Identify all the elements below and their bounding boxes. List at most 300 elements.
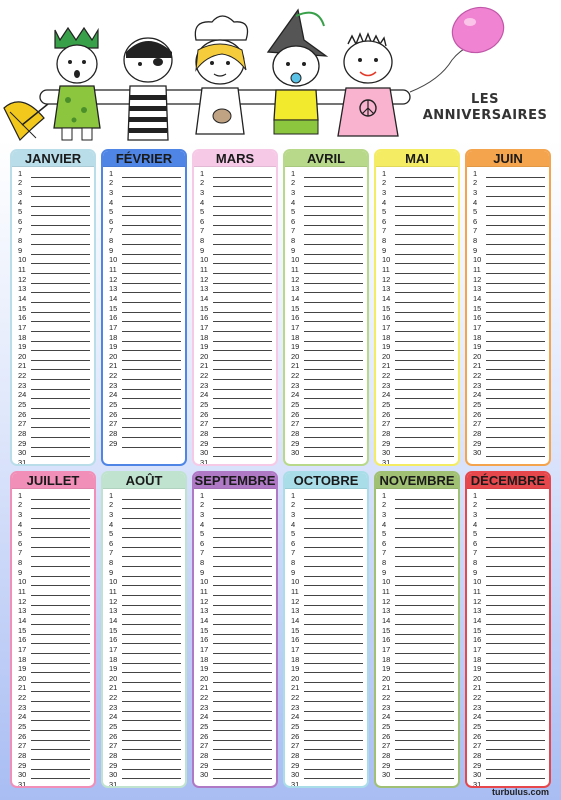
- birthday-entry-line[interactable]: [395, 752, 454, 760]
- birthday-entry-line[interactable]: [304, 314, 363, 322]
- birthday-entry-line[interactable]: [486, 170, 545, 178]
- birthday-entry-line[interactable]: [486, 227, 545, 235]
- birthday-entry-line[interactable]: [122, 607, 181, 615]
- birthday-entry-line[interactable]: [395, 440, 454, 448]
- birthday-entry-line[interactable]: [395, 459, 454, 466]
- birthday-entry-line[interactable]: [213, 208, 272, 216]
- birthday-entry-line[interactable]: [31, 665, 90, 673]
- birthday-entry-line[interactable]: [31, 675, 90, 683]
- birthday-entry-line[interactable]: [122, 237, 181, 245]
- birthday-entry-line[interactable]: [213, 713, 272, 721]
- birthday-entry-line[interactable]: [486, 179, 545, 187]
- birthday-entry-line[interactable]: [486, 382, 545, 390]
- birthday-entry-line[interactable]: [486, 391, 545, 399]
- birthday-entry-line[interactable]: [213, 420, 272, 428]
- birthday-entry-line[interactable]: [304, 704, 363, 712]
- birthday-entry-line[interactable]: [213, 314, 272, 322]
- birthday-entry-line[interactable]: [31, 334, 90, 342]
- birthday-entry-line[interactable]: [304, 665, 363, 673]
- birthday-entry-line[interactable]: [486, 704, 545, 712]
- birthday-entry-line[interactable]: [213, 440, 272, 448]
- birthday-entry-line[interactable]: [122, 324, 181, 332]
- birthday-entry-line[interactable]: [31, 511, 90, 519]
- birthday-entry-line[interactable]: [122, 343, 181, 351]
- birthday-entry-line[interactable]: [304, 208, 363, 216]
- birthday-entry-line[interactable]: [213, 656, 272, 664]
- birthday-entry-line[interactable]: [395, 420, 454, 428]
- birthday-entry-line[interactable]: [486, 675, 545, 683]
- birthday-entry-line[interactable]: [395, 334, 454, 342]
- birthday-entry-line[interactable]: [395, 588, 454, 596]
- birthday-entry-line[interactable]: [395, 343, 454, 351]
- birthday-entry-line[interactable]: [122, 781, 181, 788]
- birthday-entry-line[interactable]: [486, 199, 545, 207]
- birthday-entry-line[interactable]: [486, 713, 545, 721]
- birthday-entry-line[interactable]: [213, 569, 272, 577]
- birthday-entry-line[interactable]: [122, 218, 181, 226]
- birthday-entry-line[interactable]: [122, 353, 181, 361]
- birthday-entry-line[interactable]: [304, 353, 363, 361]
- birthday-entry-line[interactable]: [31, 449, 90, 457]
- birthday-entry-line[interactable]: [395, 713, 454, 721]
- birthday-entry-line[interactable]: [486, 189, 545, 197]
- birthday-entry-line[interactable]: [304, 598, 363, 606]
- birthday-entry-line[interactable]: [486, 440, 545, 448]
- birthday-entry-line[interactable]: [213, 492, 272, 500]
- birthday-entry-line[interactable]: [486, 762, 545, 770]
- birthday-entry-line[interactable]: [304, 227, 363, 235]
- birthday-entry-line[interactable]: [213, 391, 272, 399]
- birthday-entry-line[interactable]: [213, 459, 272, 466]
- birthday-entry-line[interactable]: [213, 285, 272, 293]
- birthday-entry-line[interactable]: [122, 656, 181, 664]
- birthday-entry-line[interactable]: [304, 733, 363, 741]
- birthday-entry-line[interactable]: [213, 449, 272, 457]
- birthday-entry-line[interactable]: [395, 530, 454, 538]
- birthday-entry-line[interactable]: [31, 492, 90, 500]
- birthday-entry-line[interactable]: [122, 559, 181, 567]
- birthday-entry-line[interactable]: [213, 199, 272, 207]
- birthday-entry-line[interactable]: [122, 694, 181, 702]
- birthday-entry-line[interactable]: [395, 559, 454, 567]
- birthday-entry-line[interactable]: [304, 420, 363, 428]
- birthday-entry-line[interactable]: [213, 530, 272, 538]
- birthday-entry-line[interactable]: [31, 218, 90, 226]
- birthday-entry-line[interactable]: [213, 334, 272, 342]
- birthday-entry-line[interactable]: [31, 521, 90, 529]
- birthday-entry-line[interactable]: [122, 530, 181, 538]
- birthday-entry-line[interactable]: [304, 530, 363, 538]
- birthday-entry-line[interactable]: [213, 549, 272, 557]
- birthday-entry-line[interactable]: [304, 362, 363, 370]
- birthday-entry-line[interactable]: [395, 511, 454, 519]
- birthday-entry-line[interactable]: [31, 324, 90, 332]
- birthday-entry-line[interactable]: [486, 627, 545, 635]
- birthday-entry-line[interactable]: [395, 314, 454, 322]
- birthday-entry-line[interactable]: [304, 694, 363, 702]
- birthday-entry-line[interactable]: [31, 440, 90, 448]
- birthday-entry-line[interactable]: [213, 540, 272, 548]
- birthday-entry-line[interactable]: [31, 343, 90, 351]
- birthday-entry-line[interactable]: [395, 391, 454, 399]
- birthday-entry-line[interactable]: [31, 189, 90, 197]
- birthday-entry-line[interactable]: [31, 636, 90, 644]
- birthday-entry-line[interactable]: [486, 607, 545, 615]
- birthday-entry-line[interactable]: [213, 170, 272, 178]
- birthday-entry-line[interactable]: [486, 723, 545, 731]
- birthday-entry-line[interactable]: [31, 295, 90, 303]
- birthday-entry-line[interactable]: [395, 218, 454, 226]
- birthday-entry-line[interactable]: [395, 305, 454, 313]
- birthday-entry-line[interactable]: [486, 684, 545, 692]
- birthday-entry-line[interactable]: [304, 305, 363, 313]
- birthday-entry-line[interactable]: [486, 511, 545, 519]
- birthday-entry-line[interactable]: [486, 353, 545, 361]
- birthday-entry-line[interactable]: [486, 521, 545, 529]
- birthday-entry-line[interactable]: [304, 549, 363, 557]
- birthday-entry-line[interactable]: [304, 713, 363, 721]
- birthday-entry-line[interactable]: [122, 762, 181, 770]
- birthday-entry-line[interactable]: [486, 665, 545, 673]
- birthday-entry-line[interactable]: [486, 492, 545, 500]
- birthday-entry-line[interactable]: [122, 440, 181, 448]
- birthday-entry-line[interactable]: [395, 208, 454, 216]
- birthday-entry-line[interactable]: [395, 430, 454, 438]
- birthday-entry-line[interactable]: [31, 362, 90, 370]
- birthday-entry-line[interactable]: [486, 449, 545, 457]
- birthday-entry-line[interactable]: [31, 742, 90, 750]
- birthday-entry-line[interactable]: [31, 266, 90, 274]
- birthday-entry-line[interactable]: [304, 276, 363, 284]
- birthday-entry-line[interactable]: [31, 781, 90, 788]
- birthday-entry-line[interactable]: [304, 170, 363, 178]
- birthday-entry-line[interactable]: [213, 684, 272, 692]
- birthday-entry-line[interactable]: [31, 713, 90, 721]
- birthday-entry-line[interactable]: [304, 199, 363, 207]
- birthday-entry-line[interactable]: [395, 684, 454, 692]
- birthday-entry-line[interactable]: [304, 569, 363, 577]
- birthday-entry-line[interactable]: [122, 170, 181, 178]
- birthday-entry-line[interactable]: [122, 704, 181, 712]
- birthday-entry-line[interactable]: [122, 713, 181, 721]
- birthday-entry-line[interactable]: [395, 179, 454, 187]
- birthday-entry-line[interactable]: [31, 391, 90, 399]
- birthday-entry-line[interactable]: [486, 742, 545, 750]
- birthday-entry-line[interactable]: [31, 401, 90, 409]
- birthday-entry-line[interactable]: [213, 511, 272, 519]
- birthday-entry-line[interactable]: [31, 256, 90, 264]
- birthday-entry-line[interactable]: [213, 559, 272, 567]
- birthday-entry-line[interactable]: [213, 598, 272, 606]
- birthday-entry-line[interactable]: [31, 549, 90, 557]
- birthday-entry-line[interactable]: [304, 382, 363, 390]
- birthday-entry-line[interactable]: [395, 295, 454, 303]
- birthday-entry-line[interactable]: [304, 334, 363, 342]
- birthday-entry-line[interactable]: [395, 521, 454, 529]
- birthday-entry-line[interactable]: [213, 627, 272, 635]
- birthday-entry-line[interactable]: [486, 646, 545, 654]
- birthday-entry-line[interactable]: [213, 372, 272, 380]
- birthday-entry-line[interactable]: [395, 362, 454, 370]
- birthday-entry-line[interactable]: [31, 459, 90, 466]
- birthday-entry-line[interactable]: [213, 256, 272, 264]
- birthday-entry-line[interactable]: [304, 401, 363, 409]
- birthday-entry-line[interactable]: [213, 430, 272, 438]
- birthday-entry-line[interactable]: [31, 530, 90, 538]
- birthday-entry-line[interactable]: [486, 362, 545, 370]
- birthday-entry-line[interactable]: [304, 762, 363, 770]
- birthday-entry-line[interactable]: [486, 733, 545, 741]
- birthday-entry-line[interactable]: [31, 170, 90, 178]
- birthday-entry-line[interactable]: [122, 391, 181, 399]
- birthday-entry-line[interactable]: [213, 305, 272, 313]
- birthday-entry-line[interactable]: [304, 218, 363, 226]
- birthday-entry-line[interactable]: [486, 569, 545, 577]
- birthday-entry-line[interactable]: [395, 694, 454, 702]
- birthday-entry-line[interactable]: [213, 723, 272, 731]
- birthday-entry-line[interactable]: [213, 276, 272, 284]
- birthday-entry-line[interactable]: [31, 247, 90, 255]
- birthday-entry-line[interactable]: [486, 694, 545, 702]
- birthday-entry-line[interactable]: [213, 675, 272, 683]
- birthday-entry-line[interactable]: [395, 237, 454, 245]
- birthday-entry-line[interactable]: [395, 372, 454, 380]
- birthday-entry-line[interactable]: [122, 771, 181, 779]
- birthday-entry-line[interactable]: [31, 684, 90, 692]
- birthday-entry-line[interactable]: [213, 704, 272, 712]
- birthday-entry-line[interactable]: [122, 501, 181, 509]
- birthday-entry-line[interactable]: [486, 588, 545, 596]
- birthday-entry-line[interactable]: [304, 256, 363, 264]
- birthday-entry-line[interactable]: [213, 752, 272, 760]
- birthday-entry-line[interactable]: [122, 578, 181, 586]
- birthday-entry-line[interactable]: [304, 636, 363, 644]
- birthday-entry-line[interactable]: [486, 334, 545, 342]
- birthday-entry-line[interactable]: [31, 227, 90, 235]
- birthday-entry-line[interactable]: [122, 521, 181, 529]
- birthday-entry-line[interactable]: [213, 742, 272, 750]
- birthday-entry-line[interactable]: [304, 656, 363, 664]
- birthday-entry-line[interactable]: [122, 675, 181, 683]
- birthday-entry-line[interactable]: [395, 704, 454, 712]
- birthday-entry-line[interactable]: [122, 540, 181, 548]
- birthday-entry-line[interactable]: [395, 578, 454, 586]
- birthday-entry-line[interactable]: [486, 656, 545, 664]
- birthday-entry-line[interactable]: [486, 372, 545, 380]
- birthday-entry-line[interactable]: [486, 256, 545, 264]
- birthday-entry-line[interactable]: [122, 588, 181, 596]
- birthday-entry-line[interactable]: [395, 411, 454, 419]
- birthday-entry-line[interactable]: [31, 627, 90, 635]
- birthday-entry-line[interactable]: [122, 665, 181, 673]
- birthday-entry-line[interactable]: [395, 617, 454, 625]
- birthday-entry-line[interactable]: [395, 189, 454, 197]
- birthday-entry-line[interactable]: [213, 733, 272, 741]
- birthday-entry-line[interactable]: [122, 276, 181, 284]
- birthday-entry-line[interactable]: [304, 247, 363, 255]
- birthday-entry-line[interactable]: [395, 170, 454, 178]
- birthday-entry-line[interactable]: [31, 353, 90, 361]
- birthday-entry-line[interactable]: [395, 762, 454, 770]
- birthday-entry-line[interactable]: [31, 179, 90, 187]
- birthday-entry-line[interactable]: [395, 382, 454, 390]
- birthday-entry-line[interactable]: [486, 559, 545, 567]
- birthday-entry-line[interactable]: [122, 636, 181, 644]
- birthday-entry-line[interactable]: [304, 588, 363, 596]
- birthday-entry-line[interactable]: [486, 314, 545, 322]
- birthday-entry-line[interactable]: [122, 189, 181, 197]
- birthday-entry-line[interactable]: [31, 430, 90, 438]
- birthday-entry-line[interactable]: [31, 237, 90, 245]
- birthday-entry-line[interactable]: [31, 276, 90, 284]
- birthday-entry-line[interactable]: [213, 266, 272, 274]
- birthday-entry-line[interactable]: [122, 511, 181, 519]
- birthday-entry-line[interactable]: [213, 247, 272, 255]
- birthday-entry-line[interactable]: [486, 771, 545, 779]
- birthday-entry-line[interactable]: [486, 420, 545, 428]
- birthday-entry-line[interactable]: [213, 362, 272, 370]
- birthday-entry-line[interactable]: [122, 382, 181, 390]
- birthday-entry-line[interactable]: [486, 208, 545, 216]
- birthday-entry-line[interactable]: [31, 420, 90, 428]
- birthday-entry-line[interactable]: [486, 430, 545, 438]
- birthday-entry-line[interactable]: [122, 362, 181, 370]
- birthday-entry-line[interactable]: [395, 636, 454, 644]
- birthday-entry-line[interactable]: [213, 218, 272, 226]
- birthday-entry-line[interactable]: [304, 391, 363, 399]
- birthday-entry-line[interactable]: [122, 492, 181, 500]
- birthday-entry-line[interactable]: [31, 305, 90, 313]
- birthday-entry-line[interactable]: [31, 285, 90, 293]
- birthday-entry-line[interactable]: [122, 598, 181, 606]
- birthday-entry-line[interactable]: [122, 752, 181, 760]
- birthday-entry-line[interactable]: [304, 684, 363, 692]
- birthday-entry-line[interactable]: [213, 501, 272, 509]
- birthday-entry-line[interactable]: [395, 266, 454, 274]
- birthday-entry-line[interactable]: [486, 218, 545, 226]
- birthday-entry-line[interactable]: [395, 675, 454, 683]
- birthday-entry-line[interactable]: [486, 295, 545, 303]
- birthday-entry-line[interactable]: [395, 247, 454, 255]
- birthday-entry-line[interactable]: [122, 372, 181, 380]
- birthday-entry-line[interactable]: [486, 411, 545, 419]
- birthday-entry-line[interactable]: [486, 540, 545, 548]
- birthday-entry-line[interactable]: [486, 636, 545, 644]
- birthday-entry-line[interactable]: [395, 353, 454, 361]
- birthday-entry-line[interactable]: [31, 617, 90, 625]
- birthday-entry-line[interactable]: [122, 733, 181, 741]
- birthday-entry-line[interactable]: [395, 598, 454, 606]
- birthday-entry-line[interactable]: [31, 762, 90, 770]
- birthday-entry-line[interactable]: [486, 530, 545, 538]
- birthday-entry-line[interactable]: [304, 646, 363, 654]
- birthday-entry-line[interactable]: [395, 627, 454, 635]
- birthday-entry-line[interactable]: [486, 617, 545, 625]
- birthday-entry-line[interactable]: [395, 742, 454, 750]
- birthday-entry-line[interactable]: [395, 501, 454, 509]
- birthday-entry-line[interactable]: [213, 694, 272, 702]
- birthday-entry-line[interactable]: [304, 540, 363, 548]
- birthday-entry-line[interactable]: [395, 492, 454, 500]
- birthday-entry-line[interactable]: [304, 627, 363, 635]
- birthday-entry-line[interactable]: [304, 781, 363, 788]
- birthday-entry-line[interactable]: [304, 285, 363, 293]
- birthday-entry-line[interactable]: [486, 578, 545, 586]
- birthday-entry-line[interactable]: [31, 723, 90, 731]
- birthday-entry-line[interactable]: [304, 521, 363, 529]
- birthday-entry-line[interactable]: [304, 742, 363, 750]
- birthday-entry-line[interactable]: [31, 588, 90, 596]
- birthday-entry-line[interactable]: [395, 449, 454, 457]
- birthday-entry-line[interactable]: [122, 646, 181, 654]
- birthday-entry-line[interactable]: [486, 501, 545, 509]
- birthday-entry-line[interactable]: [304, 372, 363, 380]
- birthday-entry-line[interactable]: [304, 578, 363, 586]
- birthday-entry-line[interactable]: [213, 343, 272, 351]
- birthday-entry-line[interactable]: [395, 656, 454, 664]
- birthday-entry-line[interactable]: [31, 501, 90, 509]
- birthday-entry-line[interactable]: [122, 723, 181, 731]
- birthday-entry-line[interactable]: [31, 411, 90, 419]
- birthday-entry-line[interactable]: [395, 665, 454, 673]
- birthday-entry-line[interactable]: [122, 420, 181, 428]
- birthday-entry-line[interactable]: [304, 295, 363, 303]
- birthday-entry-line[interactable]: [304, 411, 363, 419]
- birthday-entry-line[interactable]: [395, 723, 454, 731]
- birthday-entry-line[interactable]: [213, 607, 272, 615]
- birthday-entry-line[interactable]: [395, 285, 454, 293]
- birthday-entry-line[interactable]: [486, 752, 545, 760]
- birthday-entry-line[interactable]: [395, 227, 454, 235]
- birthday-entry-line[interactable]: [213, 588, 272, 596]
- birthday-entry-line[interactable]: [31, 752, 90, 760]
- birthday-entry-line[interactable]: [31, 694, 90, 702]
- birthday-entry-line[interactable]: [122, 617, 181, 625]
- birthday-entry-line[interactable]: [122, 256, 181, 264]
- birthday-entry-line[interactable]: [122, 227, 181, 235]
- birthday-entry-line[interactable]: [31, 771, 90, 779]
- birthday-entry-line[interactable]: [395, 401, 454, 409]
- birthday-entry-line[interactable]: [304, 675, 363, 683]
- birthday-entry-line[interactable]: [213, 227, 272, 235]
- birthday-entry-line[interactable]: [122, 285, 181, 293]
- birthday-entry-line[interactable]: [122, 179, 181, 187]
- birthday-entry-line[interactable]: [304, 343, 363, 351]
- birthday-entry-line[interactable]: [213, 617, 272, 625]
- birthday-entry-line[interactable]: [213, 771, 272, 779]
- birthday-entry-line[interactable]: [213, 353, 272, 361]
- birthday-entry-line[interactable]: [304, 324, 363, 332]
- birthday-entry-line[interactable]: [122, 742, 181, 750]
- birthday-entry-line[interactable]: [213, 324, 272, 332]
- birthday-entry-line[interactable]: [395, 199, 454, 207]
- birthday-entry-line[interactable]: [122, 266, 181, 274]
- birthday-entry-line[interactable]: [304, 189, 363, 197]
- birthday-entry-line[interactable]: [213, 411, 272, 419]
- birthday-entry-line[interactable]: [486, 598, 545, 606]
- birthday-entry-line[interactable]: [304, 179, 363, 187]
- birthday-entry-line[interactable]: [31, 208, 90, 216]
- birthday-entry-line[interactable]: [31, 569, 90, 577]
- birthday-entry-line[interactable]: [31, 559, 90, 567]
- birthday-entry-line[interactable]: [486, 343, 545, 351]
- birthday-entry-line[interactable]: [213, 578, 272, 586]
- birthday-entry-line[interactable]: [31, 372, 90, 380]
- birthday-entry-line[interactable]: [122, 411, 181, 419]
- birthday-entry-line[interactable]: [122, 208, 181, 216]
- birthday-entry-line[interactable]: [213, 636, 272, 644]
- birthday-entry-line[interactable]: [304, 752, 363, 760]
